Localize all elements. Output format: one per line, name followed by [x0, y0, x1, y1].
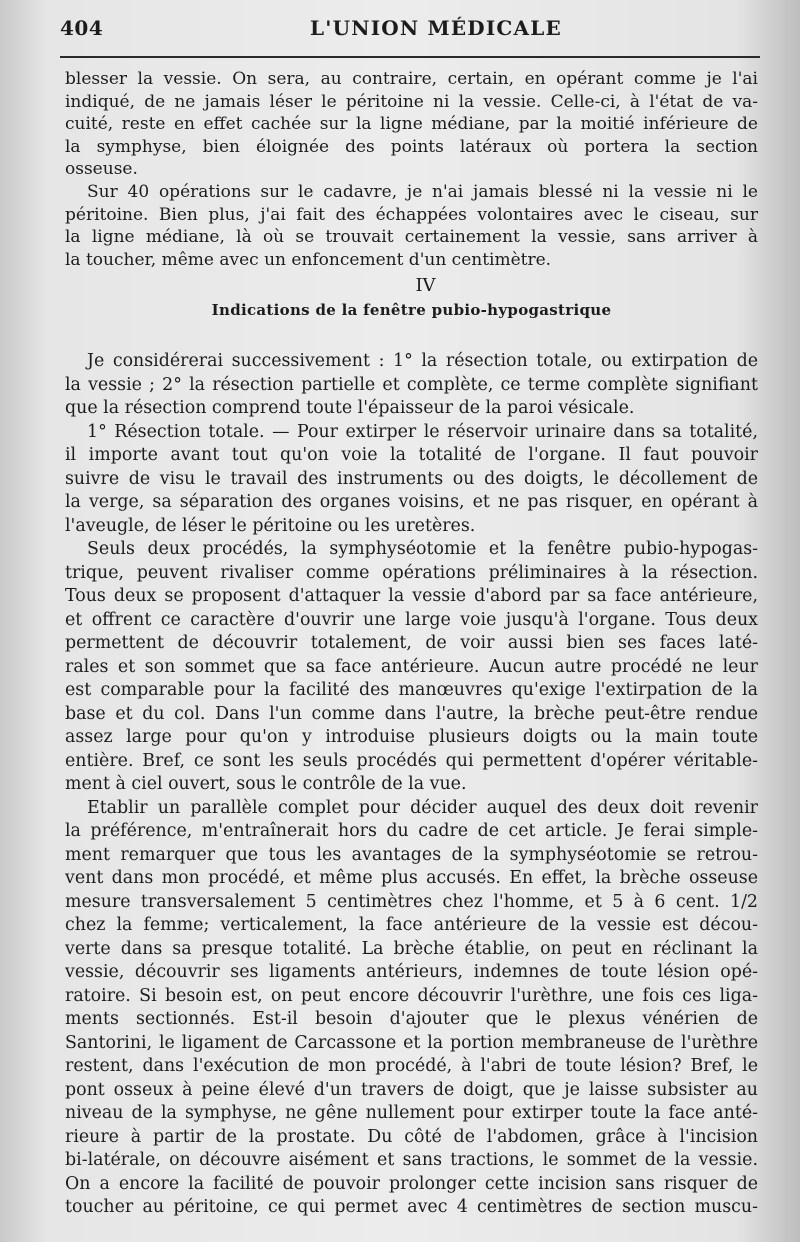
text-line: 1° Résection totale. — Pour extirper le réservoir urinaire dans sa totalité,	[87, 421, 758, 442]
text-line: la verge, sa séparation des organes voisins, et ne pas risquer, en opérant à	[65, 492, 758, 512]
header-rule	[60, 56, 760, 58]
section-heading: Indications de la fenêtre pubio-hypogastrique	[211, 301, 612, 320]
text-line: cuité, reste en effet cachée sur la ligne médiane, par la moitié inférieure de	[65, 114, 758, 135]
text-line: ment à ciel ouvert, sous le contrôle de la vue.	[65, 774, 467, 794]
text-line: péritoine. Bien plus, j'ai fait des échappées volontaires avec le ciseau, sur	[65, 204, 758, 225]
text-line: Santorini, le ligament de Carcassone et la portion membraneuse de l'urèthre	[65, 1032, 758, 1053]
text-line: pont osseux à peine élevé d'un travers de doigt, que je laisse subsister au	[65, 1079, 758, 1100]
text-line: la toucher, même avec un enfoncement d'un centimètre.	[65, 249, 552, 270]
text-line: Etablir un parallèle complet pour décider auquel des deux doit revenir	[87, 797, 758, 818]
opening-paragraphs	[65, 68, 758, 323]
text-line: la symphyse, bien éloignée des points latéraux où portera la section	[65, 136, 758, 157]
text-line: On a encore la facilité de pouvoir prolonger cette incision sans risquer de	[65, 1173, 758, 1194]
text-line: Je considérerai successivement : 1° la résection totale, ou extirpation de	[87, 351, 758, 371]
section-number: IV	[415, 275, 436, 297]
text-line: osseuse.	[65, 159, 138, 180]
text-line: Sur 40 opérations sur le cadavre, je n'ai jamais blessé ni la vessie ni le	[87, 181, 758, 202]
text-line: mesure transversalement 5 centimètres chez l'homme, et 5 à 6 cent. 1/2	[65, 891, 758, 912]
text-line: blesser la vessie. On sera, au contraire, certain, en opérant comme je l'ai	[65, 69, 758, 89]
text-line: niveau de la symphyse, ne gêne nullement pour extirper toute la face anté-	[65, 1103, 758, 1123]
text-line: que la résection comprend toute l'épaisseur de la paroi vésicale.	[65, 398, 635, 418]
text-line: suivre de visu le travail des instruments ou des doigts, le décollement de	[65, 468, 758, 489]
text-line: vessie, découvrir ses ligaments antérieurs, indemnes de toute lésion opé-	[65, 962, 758, 982]
text-line: entière. Bref, ce sont les seuls procédés qui permettent d'opérer véritable-	[65, 750, 758, 771]
text-line: la vessie ; 2° la résection partielle et complète, ce terme complète signifiant	[65, 374, 758, 395]
text-line: ments sectionnés. Est-il besoin d'ajouter que le plexus vénérien de	[65, 1009, 758, 1029]
page-number: 404	[60, 16, 104, 40]
text-line: toucher au péritoine, ce qui permet avec 4 centimètres de section muscu-	[65, 1197, 758, 1217]
text-line: rieure à partir de la prostate. Du côté de l'abdomen, grâce à l'incision	[65, 1126, 758, 1147]
text-line: il importe avant tout qu'on voie la totalité de l'organe. Il faut pouvoir	[65, 445, 758, 465]
text-line: ment remarquer que tous les avantages de la symphyséotomie se retrou-	[65, 844, 758, 865]
section-body	[65, 350, 758, 1220]
text-line: l'aveugle, de léser le péritoine ou les uretères.	[65, 515, 476, 536]
text-line: est comparable pour la facilité des manœuvres qu'exige l'extirpation de la	[65, 680, 758, 700]
text-line: et offrent ce caractère d'ouvrir une large voie jusqu'à l'organe. Tous deux	[65, 609, 758, 630]
text-line: la ligne médiane, là où se trouvait certainement la vessie, sans arriver à	[65, 227, 758, 248]
text-line: indiqué, de ne jamais léser le péritoine ni la vessie. Celle-ci, à l'état de va-	[65, 91, 758, 112]
page-header	[60, 14, 760, 42]
text-line: la préférence, m'entraînerait hors du cadre de cet article. Je ferai simple-	[65, 821, 758, 841]
text-line: assez large pour qu'on y introduise plusieurs doigts ou la main toute	[65, 727, 758, 747]
text-line: permettent de découvrir totalement, de voir aussi bien ses faces laté-	[65, 633, 758, 653]
text-line: Seuls deux procédés, la symphyséotomie et la fenêtre pubio-hypogas-	[87, 539, 758, 559]
text-line: restent, dans l'exécution de mon procédé, à l'abri de toute lésion? Bref, le	[65, 1056, 758, 1076]
journal-title: L'UNION MÉDICALE	[310, 16, 562, 40]
text-line: Tous deux se proposent d'attaquer la vessie d'abord par sa face antérieure,	[65, 586, 758, 606]
text-line: ratoire. Si besoin est, on peut encore découvrir l'urèthre, une fois ces liga-	[65, 985, 758, 1006]
text-line: base et du col. Dans l'un comme dans l'autre, la brèche peut-être rendue	[65, 703, 758, 724]
text-line: vent dans mon procédé, et même plus accusés. En effet, la brèche osseuse	[65, 868, 758, 888]
text-line: bi-latérale, on découvre aisément et sans tractions, le sommet de la vessie.	[65, 1150, 758, 1170]
text-line: chez la femme; verticalement, la face antérieure de la vessie est décou-	[65, 915, 758, 935]
text-line: verte dans sa presque totalité. La brèche établie, on peut en réclinant la	[65, 938, 758, 959]
text-line: trique, peuvent rivaliser comme opérations préliminaires à la résection.	[65, 562, 758, 583]
text-line: rales et son sommet que sa face antérieure. Aucun autre procédé ne leur	[65, 656, 758, 677]
